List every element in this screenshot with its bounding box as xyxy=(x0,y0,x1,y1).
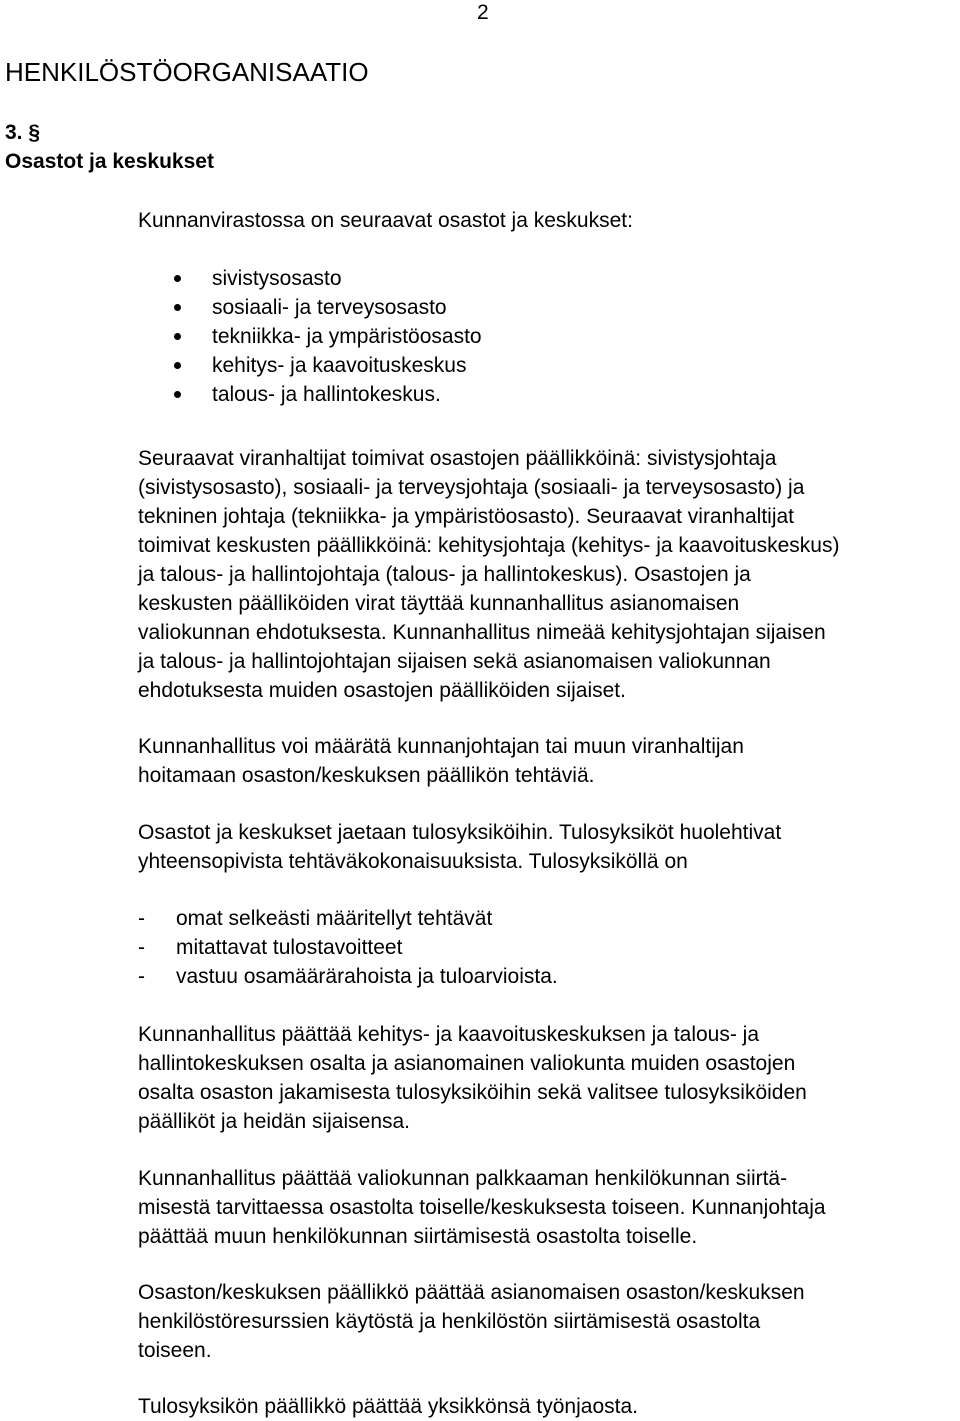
paragraph-units: Osastot ja keskukset jaetaan tulosyksiköihin. Tulosyksiköt huolehtivat yhteensopivista tehtäväkokonaisuuksista. Tulosyksiköllä on xyxy=(138,821,782,873)
bullet-icon xyxy=(174,391,181,398)
section-title: Osastot ja keskukset xyxy=(5,150,214,173)
section-number: 3. § xyxy=(5,121,41,144)
list-item: - mitattavat tulostavoitteet xyxy=(138,936,403,959)
list-item: kehitys- ja kaavoituskeskus xyxy=(138,351,482,380)
document-title: HENKILÖSTÖORGANISAATIO xyxy=(5,57,369,87)
bullet-icon xyxy=(174,333,181,340)
list-item: sosiaali- ja terveysosasto xyxy=(138,293,482,322)
list-item: - vastuu osamäärärahoista ja tuloarvioista. xyxy=(138,965,558,988)
paragraph-transfers: Kunnanhallitus päättää valiokunnan palkkaaman henkilökunnan siirtä- misestä tarvittaessa osastolta toiselle/keskuksesta toiseen. Kunnanjohtaja päättää muun henkilökunnan siirtämisestä osastolta toiselle. xyxy=(138,1167,826,1248)
bullet-icon xyxy=(174,275,181,282)
paragraph-department-heads: Seuraavat viranhaltijat toimivat osastojen päällikköinä: sivistysjohtaja (sivistysosasto), sosiaali- ja terveysjohtaja (sosiaali- ja terveysosasto) ja tekninen johtaja (tekniikka- ja ympäristöosasto). Seuraavat viranhaltijat toimivat keskusten päällikköinä: kehitysjohtaja (kehitys- ja kaavoituskeskus) ja talous- ja hallintojohtaja (talous- ja hallintokeskus). Osastojen ja keskusten päälliköiden virat täyttää kunnanhallitus asianomaisen valiokunnan ehdotuksesta. Kunnanhallitus nimeää kehitysjohtajan sijaisen ja talous- ja hallintojohtajan sijaisen sekä asianomaisen valiokunnan ehdotuksesta muiden osastojen päälliköiden sijaiset. xyxy=(138,447,840,702)
list-item: talous- ja hallintokeskus. xyxy=(138,380,482,409)
paragraph-division: Kunnanhallitus päättää kehitys- ja kaavoituskeskuksen ja talous- ja hallintokeskuksen osalta ja asianomainen valiokunta muiden osastojen osalta osaston jakamisesta tulosyksiköihin sekä valitsee tulosyksiköiden päälliköt ja heidän sijaisensa. xyxy=(138,1023,807,1133)
list-item: sivistysosasto xyxy=(138,264,482,293)
bullet-icon xyxy=(174,304,181,311)
list-item: - omat selkeästi määritellyt tehtävät xyxy=(138,907,493,930)
paragraph-deputy: Kunnanhallitus voi määrätä kunnanjohtajan tai muun viranhaltijan hoitamaan osaston/keskuksen päällikön tehtäviä. xyxy=(138,735,744,787)
paragraph-division-of-work: Tulosyksikön päällikkö päättää yksikkönsä työnjaosta. xyxy=(138,1395,638,1418)
list-item: tekniikka- ja ympäristöosasto xyxy=(138,322,482,351)
unit-items-list xyxy=(138,904,558,991)
page-number: 2 xyxy=(477,1,489,24)
department-list xyxy=(138,264,482,409)
bullet-icon xyxy=(174,362,181,369)
intro-paragraph: Kunnanvirastossa on seuraavat osastot ja keskukset: xyxy=(138,209,633,232)
paragraph-resources: Osaston/keskuksen päällikkö päättää asianomaisen osaston/keskuksen henkilöstöresurssien käytöstä ja henkilöstön siirtämisestä osastolta toiseen. xyxy=(138,1281,805,1362)
